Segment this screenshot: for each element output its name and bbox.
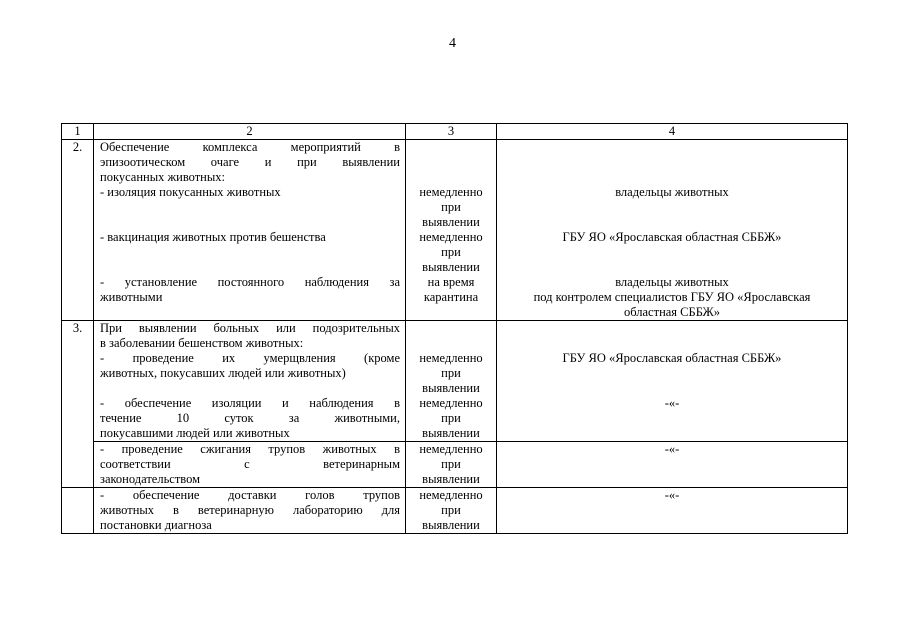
term-text-line: немедленно	[419, 185, 483, 199]
measure-text-line: течение 10 суток за животными,	[100, 411, 400, 425]
measure-text-line: - изоляция покусанных животных	[100, 185, 281, 199]
row-3-responsible	[497, 321, 848, 442]
term-text-line: при	[441, 366, 461, 380]
term-text-line: немедленно	[419, 488, 483, 502]
row-3b-responsible	[497, 442, 848, 488]
measure-text-line: эпизоотическом очаге и при выявлении	[100, 155, 400, 169]
measure-text-line: в заболевании бешенством животных:	[100, 336, 304, 350]
page-number: 4	[449, 36, 456, 51]
measure-text-line: покусанных животных:	[100, 170, 225, 184]
table-header-row	[62, 124, 848, 140]
term-text-line: при	[441, 503, 461, 517]
term-text-line: на время	[427, 275, 475, 289]
responsible-text-line: -«-	[664, 442, 680, 456]
term-text-line: немедленно	[419, 230, 483, 244]
row-4-number	[62, 488, 94, 534]
term-text-line: выявлении	[422, 381, 480, 395]
responsible-text-line: -«-	[664, 396, 680, 410]
row-3b-terms	[406, 442, 497, 488]
measure-text-line: животных, покусавших людей или животных)	[100, 366, 346, 380]
responsible-text-line: ГБУ ЯО «Ярославская областная СББЖ»	[562, 351, 782, 365]
row-number-text: 2.	[72, 140, 83, 154]
measure-text-line: - проведение сжигания трупов животных в	[100, 442, 400, 456]
measure-text-line: - проведение их умерщвления (кроме	[100, 351, 400, 365]
responsible-text-line: под контролем специалистов ГБУ ЯО «Ярославская	[533, 290, 811, 304]
row-number-text: 3.	[72, 321, 83, 335]
row-2-measures	[94, 140, 406, 321]
responsible-text-line: -«-	[664, 488, 680, 502]
row-4-terms	[406, 488, 497, 534]
measure-text-line: При выявлении больных или подозрительных	[100, 321, 400, 335]
responsible-text-line: владельцы животных	[615, 185, 729, 199]
term-text-line: выявлении	[422, 426, 480, 440]
responsible-text-line: областная СББЖ»	[623, 305, 721, 319]
row-2-number	[62, 140, 94, 321]
row-2-terms	[406, 140, 497, 321]
measure-text-line: животных в ветеринарную лабораторию для	[100, 503, 400, 517]
measure-text-line: - обеспечение изоляции и наблюдения в	[100, 396, 400, 410]
row-3b-measures	[94, 442, 406, 488]
term-text-line: при	[441, 200, 461, 214]
header-col-2: 2	[94, 124, 406, 140]
measure-text-line: - вакцинация животных против бешенства	[100, 230, 326, 244]
measure-text-line: постановки диагноза	[100, 518, 212, 532]
measures-table	[61, 123, 848, 534]
term-text-line: при	[441, 245, 461, 259]
term-text-line: при	[441, 411, 461, 425]
header-col-4: 4	[497, 124, 848, 140]
measure-text-line: Обеспечение комплекса мероприятий в	[100, 140, 400, 154]
row-3-number	[62, 321, 94, 488]
term-text-line: выявлении	[422, 518, 480, 532]
measure-text-line: покусавшими людей или животных	[100, 426, 290, 440]
measure-text-line: соответствии с ветеринарным	[100, 457, 400, 471]
table-row-3	[62, 321, 848, 442]
table-row-2	[62, 140, 848, 321]
row-2-responsible	[497, 140, 848, 321]
term-text-line: выявлении	[422, 472, 480, 486]
term-text-line: выявлении	[422, 215, 480, 229]
measure-text-line: - установление постоянного наблюдения за	[100, 275, 400, 289]
measure-text-line: законодательством	[100, 472, 201, 486]
header-col-1: 1	[62, 124, 94, 140]
measure-text-line: - обеспечение доставки голов трупов	[100, 488, 400, 502]
table-row-4	[62, 488, 848, 534]
row-3-terms	[406, 321, 497, 442]
row-4-measures	[94, 488, 406, 534]
term-text-line: немедленно	[419, 351, 483, 365]
row-3-measures	[94, 321, 406, 442]
term-text-line: выявлении	[422, 260, 480, 274]
term-text-line: немедленно	[419, 442, 483, 456]
row-4-responsible	[497, 488, 848, 534]
row-number-text	[62, 488, 93, 503]
table-row-3b	[62, 442, 848, 488]
responsible-text-line: ГБУ ЯО «Ярославская областная СББЖ»	[562, 230, 782, 244]
header-col-3: 3	[406, 124, 497, 140]
measure-text-line: животными	[100, 290, 163, 304]
responsible-text-line: владельцы животных	[615, 275, 729, 289]
term-text-line: немедленно	[419, 396, 483, 410]
term-text-line: при	[441, 457, 461, 471]
term-text-line: карантина	[423, 290, 479, 304]
